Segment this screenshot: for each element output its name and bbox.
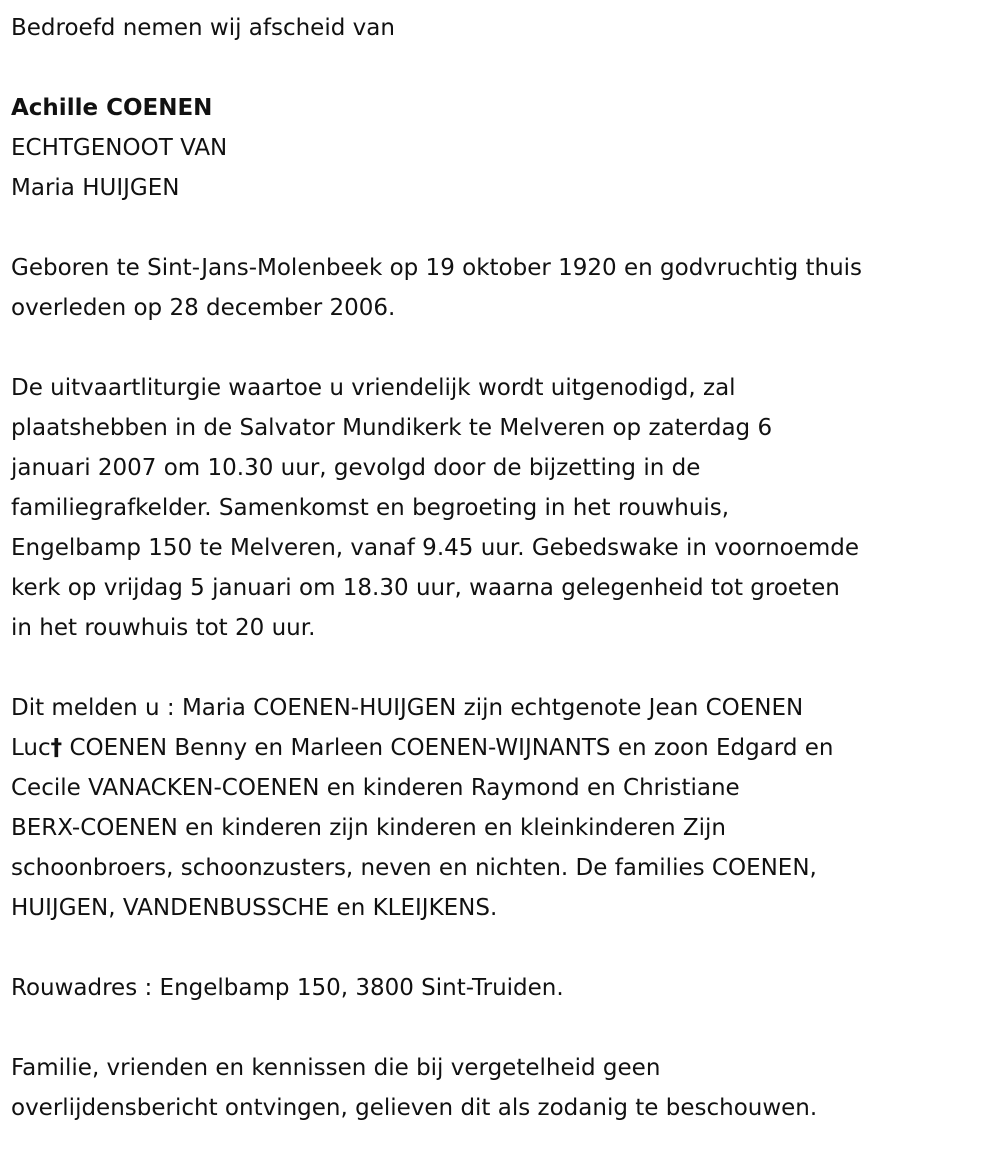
- deceased-name: Achille COENEN: [11, 95, 213, 121]
- text-line: HUIJGEN, VANDENBUSSCHE en KLEIJKENS.: [11, 895, 498, 921]
- spacer: [11, 1008, 1000, 1048]
- text-line: in het rouwhuis tot 20 uur.: [11, 615, 316, 641]
- text-line: Familie, vrienden en kennissen die bij vergetelheid geen: [11, 1055, 661, 1081]
- spacer: [11, 48, 1000, 88]
- spacer: [11, 208, 1000, 248]
- family-paragraph: [11, 688, 1000, 928]
- text-fragment: Luc: [11, 735, 51, 761]
- text-line: kerk op vrijdag 5 januari om 18.30 uur, waarna gelegenheid tot groeten: [11, 575, 840, 601]
- spacer: [11, 648, 1000, 688]
- text-line: Cecile VANACKEN-COENEN en kinderen Raymond en Christiane: [11, 775, 740, 801]
- text-line: BERX-COENEN en kinderen zijn kinderen en kleinkinderen Zijn: [11, 815, 726, 841]
- text-line: Geboren te Sint-Jans-Molenbeek op 19 oktober 1920 en godvruchtig thuis: [11, 255, 863, 281]
- birth-death-paragraph: [11, 248, 1000, 328]
- closing-paragraph: [11, 1048, 1000, 1128]
- spacer: [11, 928, 1000, 968]
- text-line: familiegrafkelder. Samenkomst en begroeting in het rouwhuis,: [11, 495, 730, 521]
- cross-icon: †: [50, 735, 63, 761]
- text-line: [11, 728, 1000, 768]
- spacer: [11, 328, 1000, 368]
- text-fragment: COENEN Benny en Marleen COENEN-WIJNANTS en zoon Edgard en: [62, 735, 834, 761]
- spouse-name: Maria HUIJGEN: [11, 175, 180, 201]
- text-line: overleden op 28 december 2006.: [11, 295, 396, 321]
- relation-label: ECHTGENOOT VAN: [11, 135, 228, 161]
- text-line: De uitvaartliturgie waartoe u vriendelijk wordt uitgenodigd, zal: [11, 375, 736, 401]
- text-line: schoonbroers, schoonzusters, neven en nichten. De families COENEN,: [11, 855, 817, 881]
- text-line: Engelbamp 150 te Melveren, vanaf 9.45 uur. Gebedswake in voornoemde: [11, 535, 860, 561]
- mourning-address: Rouwadres : Engelbamp 150, 3800 Sint-Truiden.: [11, 975, 564, 1001]
- text-line: overlijdensbericht ontvingen, gelieven dit als zodanig te beschouwen.: [11, 1095, 818, 1121]
- funeral-paragraph: [11, 368, 1000, 648]
- text-line: januari 2007 om 10.30 uur, gevolgd door de bijzetting in de: [11, 455, 701, 481]
- intro-text: Bedroefd nemen wij afscheid van: [11, 15, 395, 41]
- text-line: plaatshebben in de Salvator Mundikerk te Melveren op zaterdag 6: [11, 415, 773, 441]
- text-line: Dit melden u : Maria COENEN-HUIJGEN zijn echtgenote Jean COENEN: [11, 695, 804, 721]
